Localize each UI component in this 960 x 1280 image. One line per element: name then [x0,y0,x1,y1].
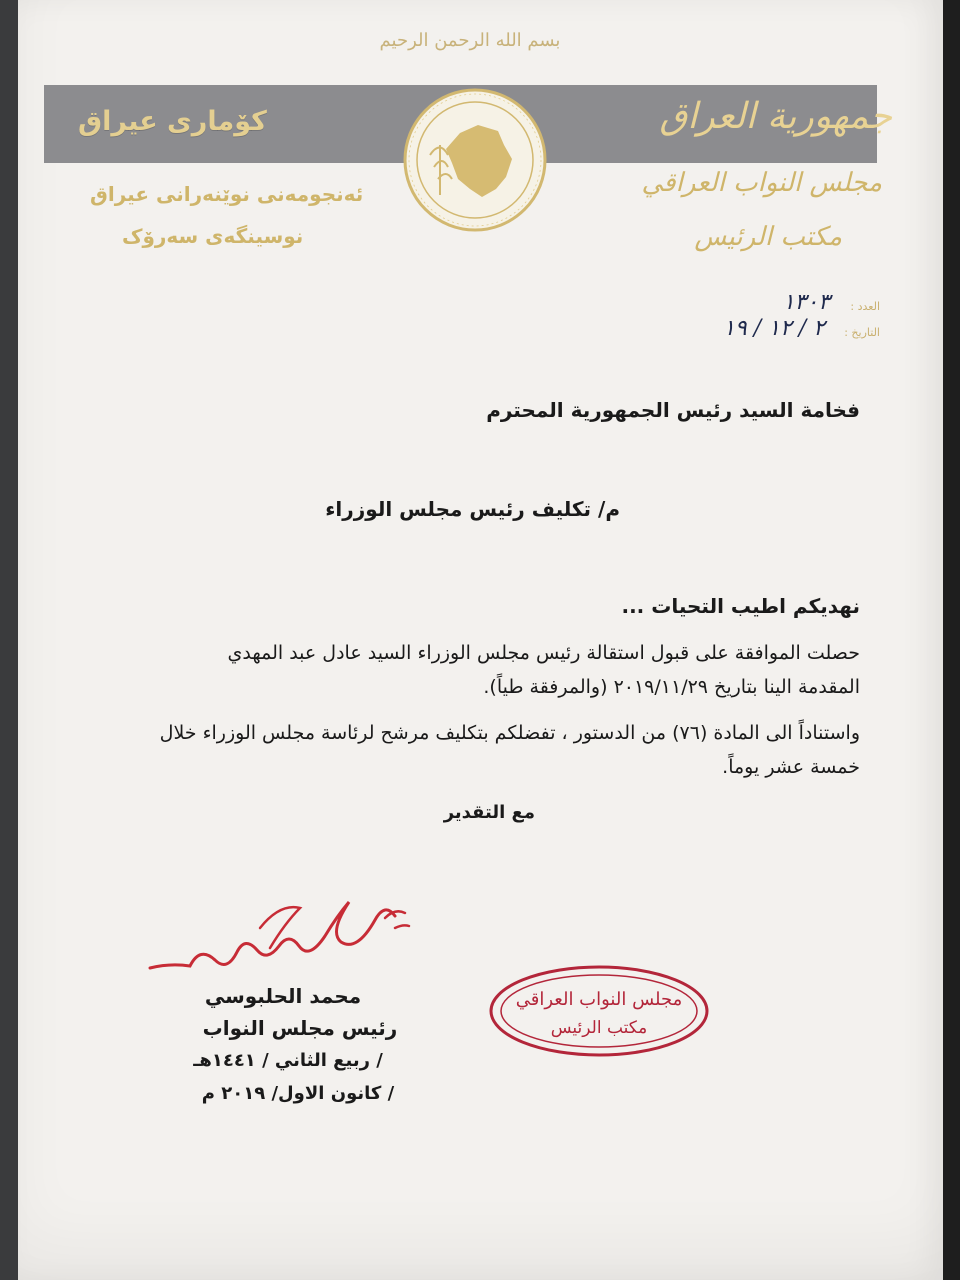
subject-line: م/ تكليف رئيس مجلس الوزراء [325,497,620,521]
kurdish-office-name: نوسینگەی سەرۆک [122,224,304,248]
arabic-country-title: جمهورية العراق [659,96,892,137]
reference-number-label: العدد : [850,300,880,313]
body-line-1: حصلت الموافقة على قبول استقالة رئيس مجلس الوزراء السيد عادل عبد المهدي [227,642,860,664]
office-stamp-icon [487,963,712,1059]
hijri-date: / ربيع الثاني / ١٤٤١هـ [193,1050,383,1071]
svg-text:مكتب الرئيس: مكتب الرئيس [550,1018,648,1038]
parliament-seal-icon [400,85,550,235]
svg-text:مجلس النواب العراقي: مجلس النواب العراقي [515,989,683,1010]
handwritten-signature [140,898,430,988]
arabic-parliament-name: مجلس النواب العراقي [641,168,882,198]
reference-number: ١٣٠٣ [782,290,830,315]
signatory-name: محمد الحلبوسي [204,984,362,1008]
kurdish-country-title: كۆمارى عيراق [78,106,267,137]
kurdish-parliament-name: ئەنجومەنی نوێنەرانی عیراق [90,182,364,206]
arabic-office-name: مكتب الرئيس [694,222,842,252]
greeting-line: نهديكم اطيب التحيات ... [621,594,860,618]
closing-line: مع التقدير [443,802,535,823]
bismillah-header: بسم الله الرحمن الرحيم [379,30,561,51]
date-label: التاريخ : [844,326,880,339]
recipient-line: فخامة السيد رئيس الجمهورية المحترم [486,398,860,422]
background-right [942,0,960,1280]
body-line-4: خمسة عشر يوماً. [722,756,860,778]
letter-date: ٢ / ١٢ / ١٩ [723,316,825,341]
body-line-3: واستناداً الى المادة (٧٦) من الدستور ، تفضلكم بتكليف مرشح لرئاسة مجلس الوزراء خلال [159,722,860,744]
gregorian-date: / كانون الاول/ ٢٠١٩ م [201,1083,395,1104]
body-line-2: المقدمة الينا بتاريخ ٢٠١٩/١١/٢٩ (والمرفقة طياً). [483,676,860,698]
signatory-title: رئيس مجلس النواب [202,1016,398,1040]
